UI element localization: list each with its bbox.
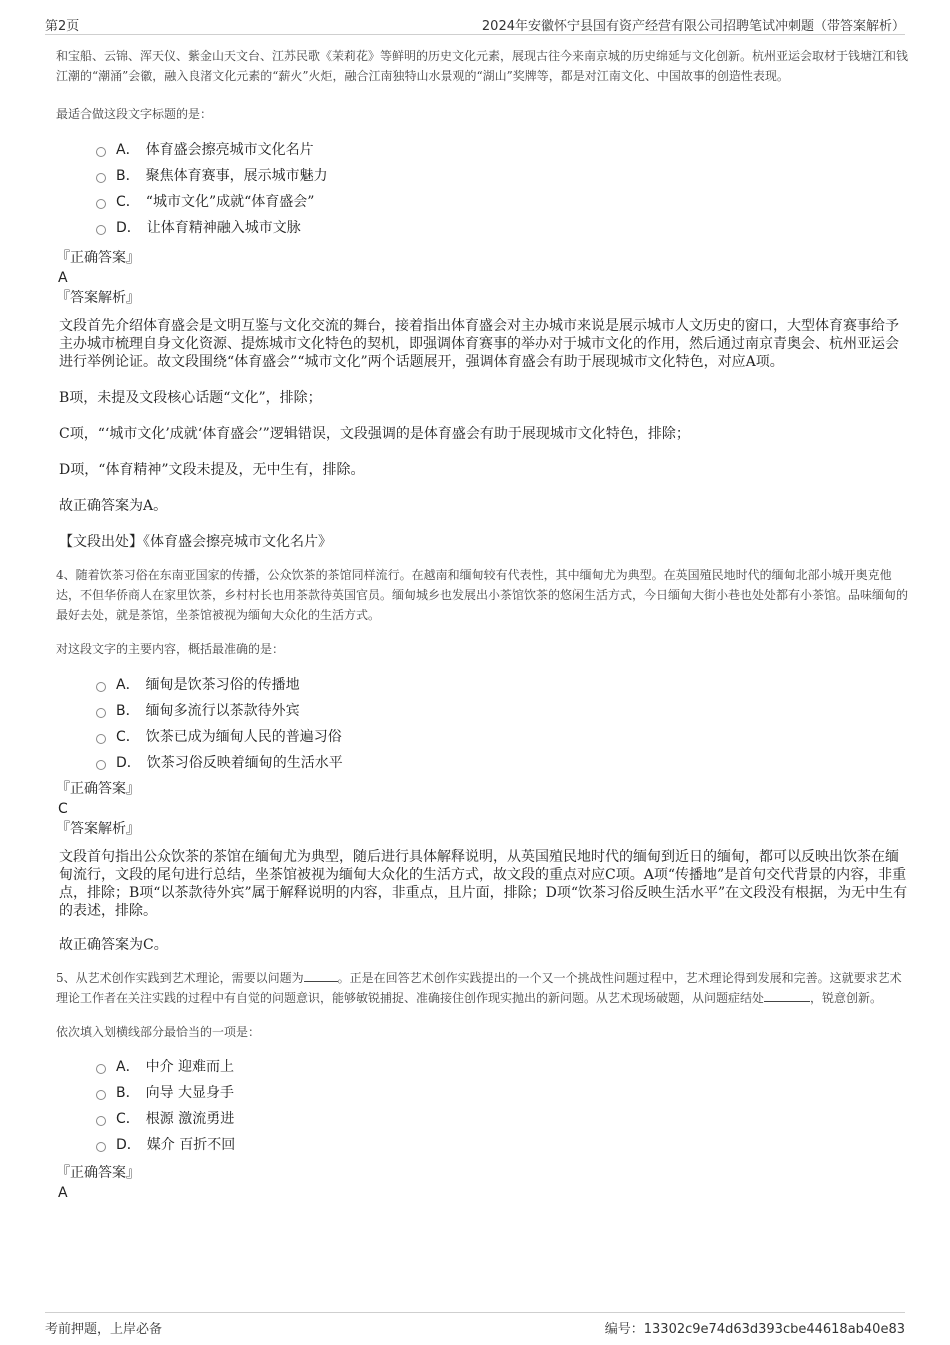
q3-explanation-4: D项，“体育精神”文段未提及，无中生有，排除。 bbox=[59, 462, 365, 478]
q3-conclusion: 故正确答案为A。 bbox=[59, 498, 168, 514]
q4-number: 4、 bbox=[56, 568, 76, 582]
q5-options bbox=[56, 1054, 908, 1158]
q5-option-b[interactable]: B． 向导 大显身手 bbox=[96, 1080, 908, 1106]
q4-conclusion: 故正确答案为C。 bbox=[59, 937, 168, 953]
q3-answer-tag: 『正确答案』 bbox=[56, 250, 140, 266]
radio-button[interactable] bbox=[96, 1090, 106, 1100]
q4-answer-tag: 『正确答案』 bbox=[56, 781, 140, 797]
q4-option-a[interactable]: A． 缅甸是饮茶习俗的传播地 bbox=[96, 672, 908, 698]
q4-analysis-tag: 『答案解析』 bbox=[56, 821, 140, 837]
q4-options bbox=[56, 672, 908, 776]
radio-button[interactable] bbox=[96, 1116, 106, 1126]
q5-number: 5、 bbox=[56, 971, 76, 985]
page-footer bbox=[45, 1312, 905, 1339]
q4-option-c[interactable]: C． 饮茶已成为缅甸人民的普遍习俗 bbox=[96, 724, 908, 750]
page-number: 第2页 bbox=[45, 19, 80, 34]
q3-source: 【文段出处】《体育盛会擦亮城市文化名片》 bbox=[59, 534, 332, 550]
q3-explanation-2: B项，未提及文段核心话题“文化”，排除； bbox=[59, 390, 322, 406]
radio-button[interactable] bbox=[96, 225, 106, 235]
q3-option-d[interactable]: D． 让体育精神融入城市文脉 bbox=[96, 215, 908, 241]
q3-explanation-3: C项，“‘城市文化’成就‘体育盛会’”逻辑错误，文段强调的是体育盛会有助于展现城市文化特色，排除； bbox=[59, 426, 690, 442]
q3-answer: A bbox=[58, 270, 68, 286]
radio-button[interactable] bbox=[96, 682, 106, 692]
q4-passage: 4、随着饮茶习俗在东南亚国家的传播，公众饮茶的茶馆同样流行。在越南和缅甸较有代表性，其中缅甸尤为典型。在英国殖民地时代的缅甸北部小城开奥克他达，不但华侨商人在家里饮茶，乡村村长也用茶款待英国官员。缅甸城乡也发展出小茶馆饮茶的悠闲生活方式，今日缅甸大街小巷也处处都有小茶馆。品味缅甸的最好去处，就是茶馆，坐茶馆被视为缅甸大众化的生活方式。 bbox=[56, 568, 909, 622]
q3-prompt: 最适合做这段文字标题的是： bbox=[56, 107, 213, 121]
q4-prompt: 对这段文字的主要内容，概括最准确的是： bbox=[56, 642, 285, 656]
page-header bbox=[45, 10, 905, 35]
radio-button[interactable] bbox=[96, 147, 106, 157]
q3-option-a[interactable]: A． 体育盛会擦亮城市文化名片 bbox=[96, 137, 908, 163]
q3-passage: 和宝船、云锦、浑天仪、紫金山天文台、江苏民歌《茉莉花》等鲜明的历史文化元素，展现古往今来南京城的历史绵延与文化创新。杭州亚运会取材于钱塘江和钱江潮的“潮涌”会徽，融入良渚文化元素的“薪火”火炬，融合江南独特山水景观的“湖山”奖牌等，都是对江南文化、中国故事的创造性表现。 bbox=[56, 49, 909, 83]
q5-option-a[interactable]: A． 中介 迎难而上 bbox=[96, 1054, 908, 1080]
q5-answer-tag: 『正确答案』 bbox=[56, 1165, 140, 1181]
radio-button[interactable] bbox=[96, 1064, 106, 1074]
q3-option-b[interactable]: B． 聚焦体育赛事，展示城市魅力 bbox=[96, 163, 908, 189]
q4-option-d[interactable]: D． 饮茶习俗反映着缅甸的生活水平 bbox=[96, 750, 908, 776]
q3-options bbox=[56, 137, 908, 241]
fill-blank-1 bbox=[304, 969, 338, 982]
radio-button[interactable] bbox=[96, 708, 106, 718]
radio-button[interactable] bbox=[96, 199, 106, 209]
q4-answer: C bbox=[58, 801, 68, 817]
q5-option-d[interactable]: D． 媒介 百折不回 bbox=[96, 1132, 908, 1158]
q3-analysis-tag: 『答案解析』 bbox=[56, 290, 140, 306]
radio-button[interactable] bbox=[96, 734, 106, 744]
radio-button[interactable] bbox=[96, 1142, 106, 1152]
document-id: 编号：13302c9e74d63d393cbe44618ab40e83 bbox=[604, 1322, 905, 1337]
q3-explanation-1: 文段首先介绍体育盛会是文明互鉴与文化交流的舞台，接着指出体育盛会对主办城市来说是展示城市人文历史的窗口，大型体育赛事给予主办城市梳理自身文化资源、提炼城市文化特色的契机，即强调体育赛事的举办对于城市文化的作用，然后通过南京青奥会、杭州亚运会进行举例论证。故文段围绕“体育盛会”“城市文化”两个话题展开，强调体育盛会有助于展现城市文化特色，对应A项。 bbox=[59, 318, 899, 370]
q4-option-b[interactable]: B． 缅甸多流行以茶款待外宾 bbox=[96, 698, 908, 724]
q5-passage: 5、从艺术创作实践到艺术理论，需要以问题为 。正是在回答艺术创作实践提出的一个又一个挑战性问题过程中，艺术理论得到发展和完善。这就要求艺术理论工作者在关注实践的过程中有自觉的问题意识，能够敏锐捕捉、准确接住创作现实抛出的新问题。从艺术现场破题，从问题症结处 ，锐意创新。 bbox=[56, 971, 902, 1005]
radio-button[interactable] bbox=[96, 760, 106, 770]
fill-blank-2 bbox=[764, 989, 810, 1002]
q4-explanation: 文段首句指出公众饮茶的茶馆在缅甸尤为典型，随后进行具体解释说明，从英国殖民地时代的缅甸到近日的缅甸，都可以反映出饮茶在缅甸流行，文段的尾句进行总结，坐茶馆被视为缅甸大众化的生活方式，故文段的重点对应C项。A项“传播地”是首句交代背景的内容，非重点，排除；B项“以茶款待外宾”属于解释说明的内容，非重点，且片面，排除；D项“饮茶习俗反映生活水平”在文段没有根据，为无中生有的表述，排除。 bbox=[59, 849, 908, 919]
footer-slogan: 考前押题，上岸必备 bbox=[45, 1322, 163, 1337]
radio-button[interactable] bbox=[96, 173, 106, 183]
q5-option-c[interactable]: C． 根源 激流勇进 bbox=[96, 1106, 908, 1132]
q5-answer: A bbox=[58, 1185, 68, 1201]
q3-option-c[interactable]: C． “城市文化”成就“体育盛会” bbox=[96, 189, 908, 215]
page-content bbox=[56, 46, 908, 1202]
document-title: 2024年安徽怀宁县国有资产经营有限公司招聘笔试冲刺题（带答案解析） bbox=[481, 19, 905, 34]
q5-prompt: 依次填入划横线部分最恰当的一项是： bbox=[56, 1025, 261, 1039]
